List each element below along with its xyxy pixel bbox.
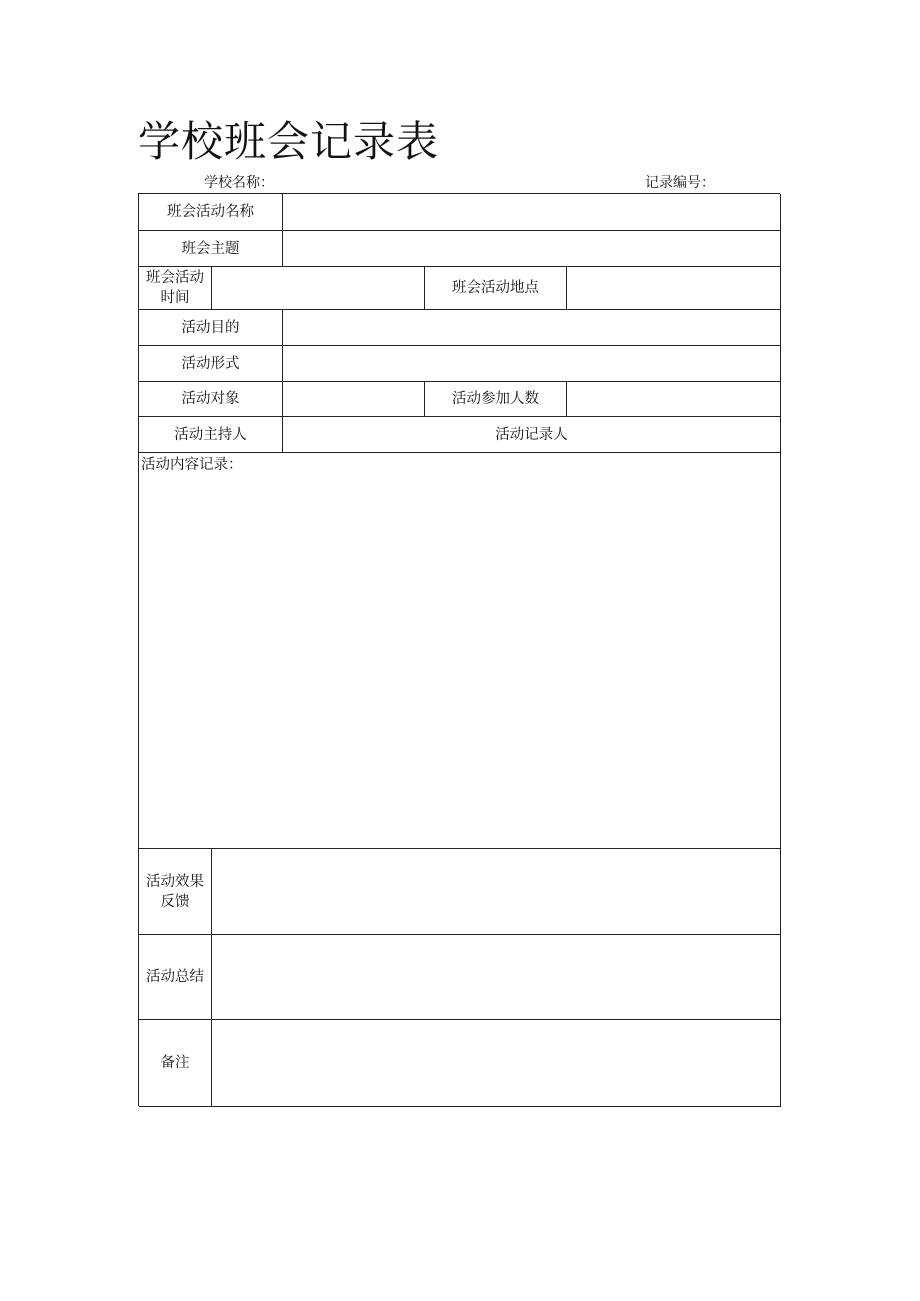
summary-label-cell bbox=[139, 935, 212, 1020]
remarks-field[interactable] bbox=[212, 1020, 781, 1107]
purpose-label: 活动目的 bbox=[181, 319, 240, 336]
format-field[interactable] bbox=[283, 346, 781, 382]
remarks-label: 备注 bbox=[160, 1055, 190, 1071]
target-label: 活动对象 bbox=[181, 391, 240, 407]
time-label-cell bbox=[139, 267, 212, 310]
participants-label: 活动参加人数 bbox=[452, 391, 539, 407]
format-label-cell bbox=[139, 346, 283, 382]
host-label: 活动主持人 bbox=[174, 426, 247, 443]
time-field[interactable] bbox=[212, 267, 425, 310]
recorder-label: 活动记录人 bbox=[495, 426, 568, 443]
page-title: 学校班会记录表 bbox=[138, 117, 440, 166]
activity-name-label-cell bbox=[139, 194, 283, 231]
participants-label-cell bbox=[425, 382, 567, 417]
purpose-field[interactable] bbox=[283, 310, 781, 346]
location-label-cell bbox=[425, 267, 567, 310]
content-record-area[interactable] bbox=[139, 453, 781, 849]
record-number-label: 记录编号： bbox=[645, 175, 715, 191]
location-field[interactable] bbox=[567, 267, 781, 310]
activity-name-label: 班会活动名称 bbox=[167, 204, 254, 220]
location-label: 班会活动地点 bbox=[452, 280, 539, 296]
activity-name-field[interactable] bbox=[283, 194, 781, 231]
target-label-cell bbox=[139, 382, 283, 417]
feedback-field[interactable] bbox=[212, 849, 781, 935]
school-name-label: 学校名称： bbox=[204, 175, 274, 191]
remarks-label-cell bbox=[139, 1020, 212, 1107]
host-label-cell bbox=[139, 417, 283, 453]
theme-label: 班会主题 bbox=[181, 240, 240, 257]
target-field[interactable] bbox=[283, 382, 425, 417]
meeting-record-form bbox=[138, 193, 780, 1106]
host-and-recorder-cell[interactable] bbox=[283, 417, 781, 453]
time-label: 班会活动时间 bbox=[146, 270, 204, 306]
feedback-label-cell bbox=[139, 849, 212, 935]
summary-label: 活动总结 bbox=[146, 969, 204, 985]
theme-field[interactable] bbox=[283, 231, 781, 267]
format-label: 活动形式 bbox=[181, 355, 240, 372]
feedback-label: 活动效果反馈 bbox=[146, 873, 204, 910]
theme-label-cell bbox=[139, 231, 283, 267]
purpose-label-cell bbox=[139, 310, 283, 346]
participants-field[interactable] bbox=[567, 382, 781, 417]
content-record-label: 活动内容记录： bbox=[141, 457, 243, 473]
summary-field[interactable] bbox=[212, 935, 781, 1020]
